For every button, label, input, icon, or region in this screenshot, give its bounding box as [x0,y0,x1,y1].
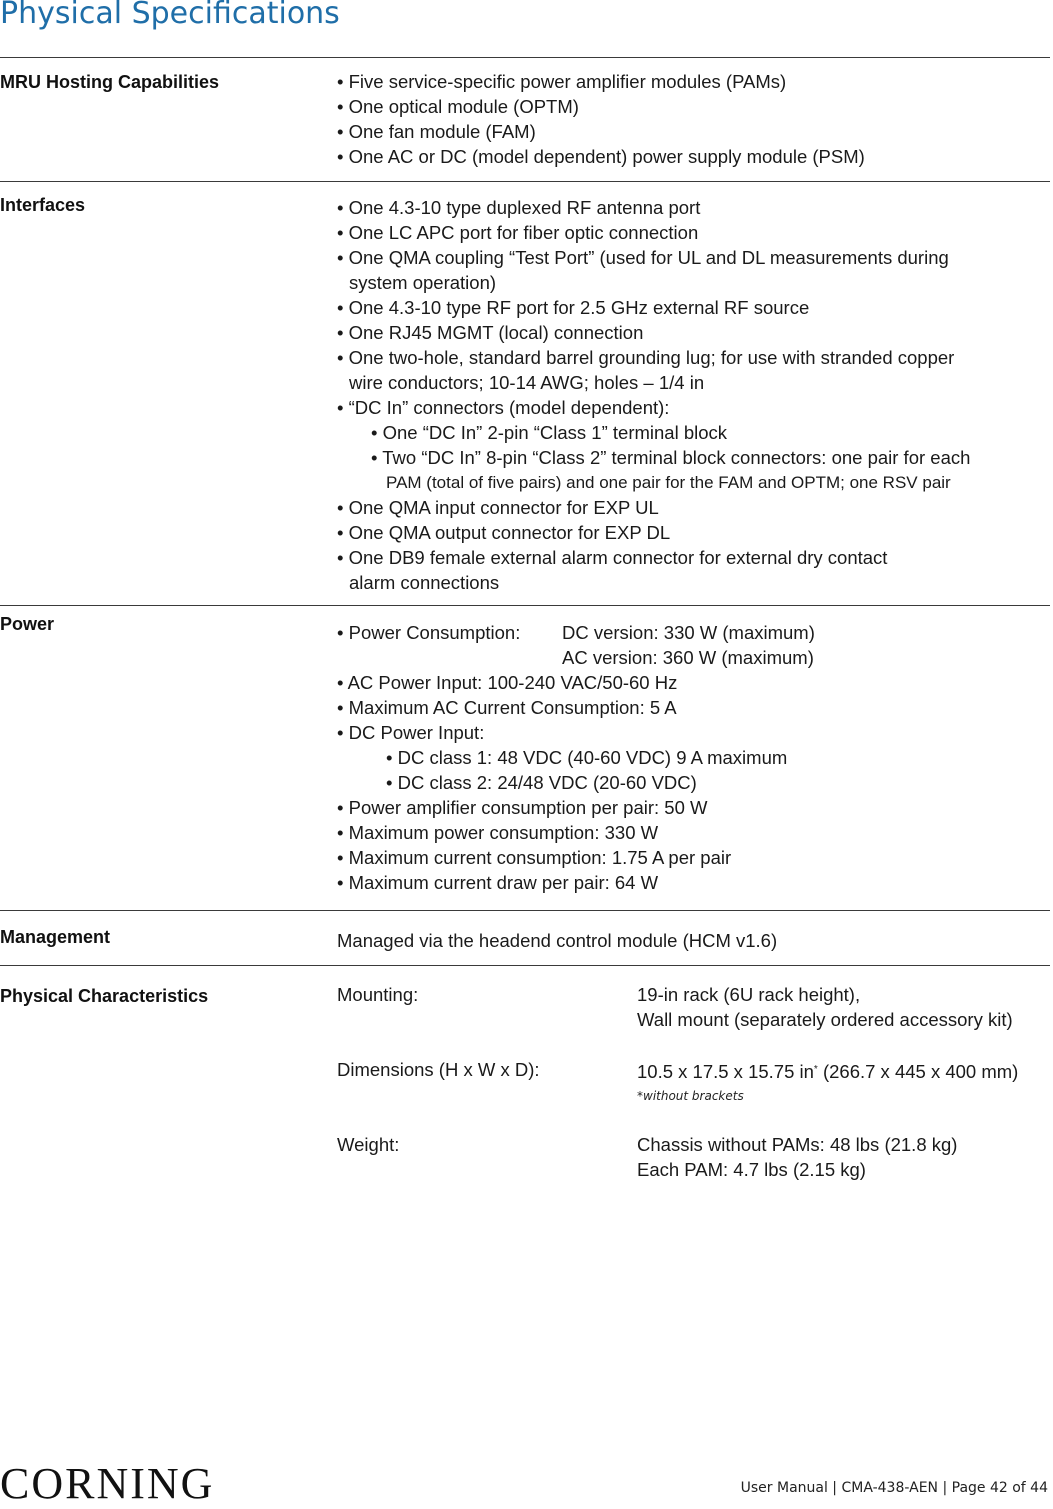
power-consumption-row [337,620,815,645]
power-consumption-row [337,645,815,670]
divider [0,57,1050,58]
list-item: • One QMA output connector for EXP DL [337,522,671,543]
dimensions-value [637,1057,1018,1084]
list-item: • AC Power Input: 100-240 VAC/50-60 Hz [337,672,678,693]
divider [0,965,1050,966]
section-label-management: Management [0,927,111,947]
weight-key: Weight: [337,1134,400,1155]
list-item: • One 4.3-10 type RF port for 2.5 GHz external RF source [337,297,810,318]
list-item: • One DB9 female external alarm connector for external dry contact [337,547,888,568]
mounting-value: Wall mount (separately ordered accessory kit) [637,1009,1013,1030]
sub-list-item: • One “DC In” 2-pin “Class 1” terminal block [371,422,728,443]
list-item: • One RJ45 MGMT (local) connection [337,322,644,343]
list-item: • DC Power Input: [337,722,485,743]
list-item: • One AC or DC (model dependent) power supply module (PSM) [337,146,865,167]
power-consumption-dc: DC version: 330 W (maximum) [562,622,815,643]
list-item: • One optical module (OPTM) [337,96,579,117]
divider [0,910,1050,911]
section-label-interfaces: Interfaces [0,195,86,215]
list-item: • One fan module (FAM) [337,121,536,142]
list-item: • Maximum AC Current Consumption: 5 A [337,697,677,718]
list-item-continuation: alarm connections [349,572,500,593]
dimensions-footnote: *without brackets [637,1089,744,1103]
section-content-interfaces [337,195,970,595]
section-content-mru [337,69,865,169]
weight-value: Each PAM: 4.7 lbs (2.15 kg) [637,1159,866,1180]
sub-list-item: • DC class 1: 48 VDC (40-60 VDC) 9 A maximum [386,747,788,768]
power-consumption-key: • Power Consumption: [337,622,521,643]
section-label-mru: MRU Hosting Capabilities [0,72,220,92]
sub-list-item: • Two “DC In” 8-pin “Class 2” terminal block connectors: one pair for each [371,447,971,468]
list-item: • Maximum current consumption: 1.75 A per pair [337,847,732,868]
list-item: • Five service-specific power amplifier modules (PAMs) [337,71,787,92]
section-label-power: Power [0,614,55,634]
footnote-marker: * [813,1064,818,1075]
divider [0,181,1050,182]
list-item: • One LC APC port for fiber optic connection [337,222,699,243]
management-text: Managed via the headend control module (HCM v1.6) [337,930,778,951]
mounting-key: Mounting: [337,984,419,1005]
power-consumption-ac: AC version: 360 W (maximum) [562,647,814,668]
list-item: • “DC In” connectors (model dependent): [337,397,670,418]
sub-list-item: • DC class 2: 24/48 VDC (20-60 VDC) [386,772,697,793]
sub-list-item-continuation: PAM (total of five pairs) and one pair for the FAM and OPTM; one RSV pair [386,473,951,492]
mounting-value: 19-in rack (6U rack height), [637,984,861,1005]
list-item: • One QMA coupling “Test Port” (used for UL and DL measurements during [337,247,949,268]
page-footer: User Manual | CMA-438-AEN | Page 42 of 44 [740,1480,1048,1496]
weight-value: Chassis without PAMs: 48 lbs (21.8 kg) [637,1134,958,1155]
divider [0,605,1050,606]
list-item: • Maximum current draw per pair: 64 W [337,872,659,893]
section-label-physical: Physical Characteristics [0,986,209,1006]
list-item: • One QMA input connector for EXP UL [337,497,659,518]
dimensions-imperial: 10.5 x 17.5 x 15.75 in [637,1061,814,1082]
list-item: • Power amplifier consumption per pair: 50 W [337,797,708,818]
list-item: • Maximum power consumption: 330 W [337,822,659,843]
dimensions-key: Dimensions (H x W x D): [337,1059,540,1080]
page-title: Physical Specifications [0,0,340,31]
list-item-continuation: system operation) [349,272,497,293]
section-content-management [337,928,777,953]
list-item: • One two-hole, standard barrel grounding lug; for use with stranded copper [337,347,955,368]
list-item: • One 4.3-10 type duplexed RF antenna port [337,197,701,218]
list-item-continuation: wire conductors; 10-14 AWG; holes – 1/4 in [349,372,705,393]
corning-logo: CORNING [0,1459,215,1508]
dimensions-metric: (266.7 x 445 x 400 mm) [817,1061,1019,1082]
section-content-power [337,620,815,895]
